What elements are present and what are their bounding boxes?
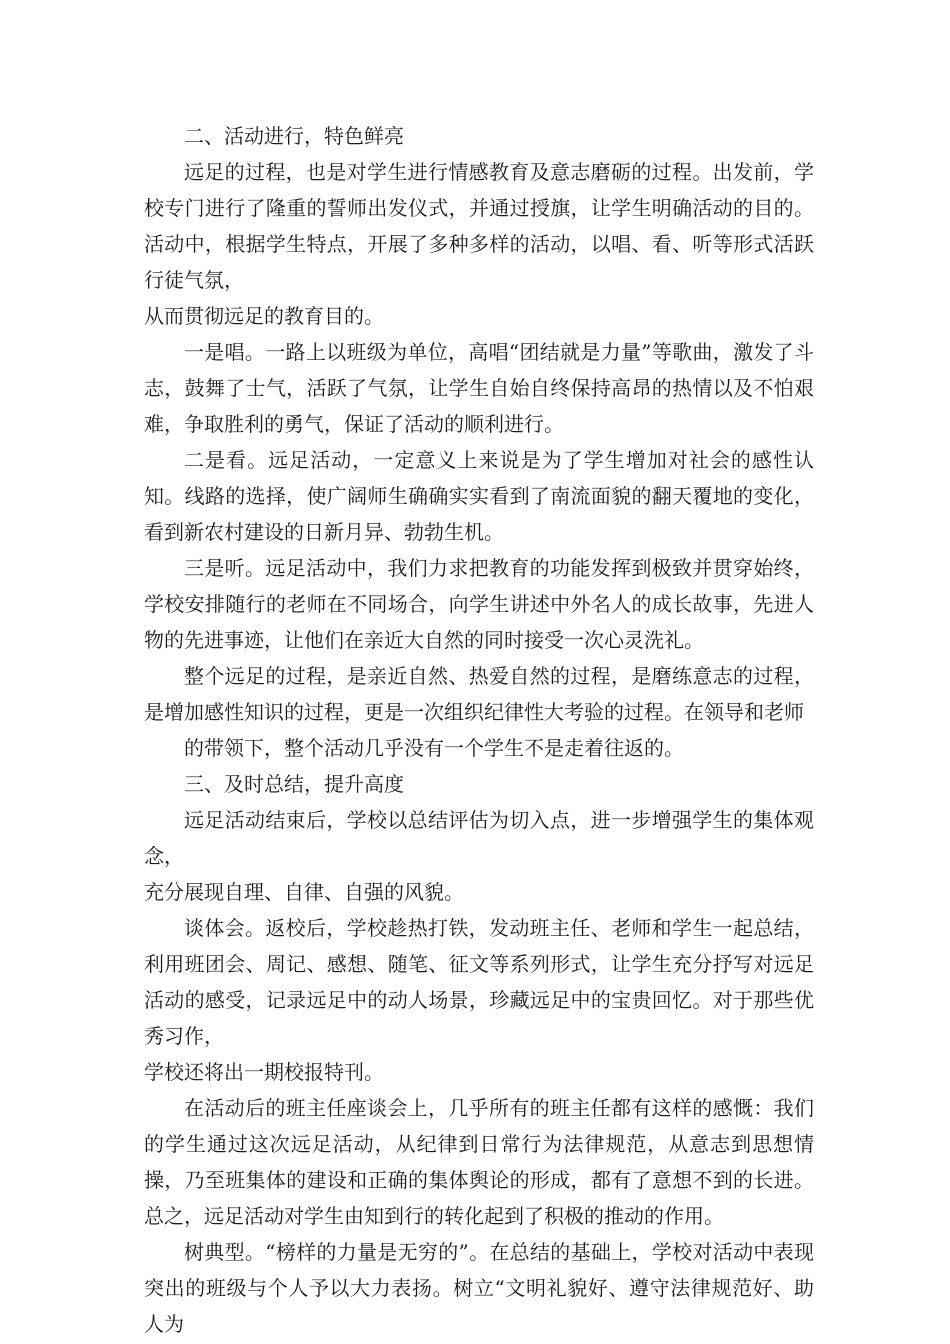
section-heading-2: 二、活动进行，特色鲜亮 (184, 124, 404, 148)
paragraph-intro: 远足的过程，也是对学生进行情感教育及意志磨砺的过程。出发前，学校专门进行了隆重的誓师出发仪式，并通过授旗，让学生明确活动的目的。活动中，根据学生特点，开展了多种多样的活动，以唱、看、听等形式活跃行徒气氛， (144, 160, 814, 292)
paragraph-summary: 远足活动结束后，学校以总结评估为切入点，进一步增强学生的集体观念， (144, 808, 814, 868)
paragraph-listen: 三是听。远足活动中，我们力求把教育的功能发挥到极致并贯穿始终，学校安排随行的老师在不同场合，向学生讲述中外名人的成长故事，先进人物的先进事迹，让他们在亲近大自然的同时接受一次心灵洗礼。 (144, 556, 814, 652)
section-heading-3: 三、及时总结，提升高度 (184, 772, 404, 796)
paragraph-reflection-tail: 学校还将出一期校报特刊。 (144, 1060, 384, 1084)
paragraph-whole-process: 整个远足的过程，是亲近自然、热爱自然的过程，是磨练意志的过程，是增加感性知识的过程，更是一次组织纪律性大考验的过程。在领导和老师 (144, 664, 814, 724)
paragraph-teacher-meeting: 在活动后的班主任座谈会上，几乎所有的班主任都有这样的感慨：我们的学生通过这次远足活动，从纪律到日常行为法律规范，从意志到思想情操，乃至班集体的建设和正确的集体舆论的形成，都有了意想不到的长进。总之，远足活动对学生由知到行的转化起到了积极的推动的作用。 (144, 1096, 814, 1228)
document-body (144, 118, 814, 1342)
paragraph-reflection: 谈体会。返校后，学校趁热打铁，发动班主任、老师和学生一起总结，利用班团会、周记、感想、随笔、征文等系列形式，让学生充分抒写对远足活动的感受，记录远足中的动人场景，珍藏远足中的宝贵回忆。对于那些优秀习作， (144, 916, 814, 1048)
paragraph-sing: 一是唱。一路上以班级为单位，高唱“团结就是力量”等歌曲，激发了斗志，鼓舞了士气，活跃了气氛，让学生自始自终保持高昂的热情以及不怕艰难，争取胜利的勇气，保证了活动的顺利进行。 (144, 340, 814, 436)
paragraph-summary-tail: 充分展现自理、自律、自强的风貌。 (144, 880, 464, 904)
paragraph-role-model: 树典型。“榜样的力量是无穷的”。在总结的基础上，学校对活动中表现突出的班级与个人予以大力表扬。树立“文明礼貌好、遵守法律规范好、助人为 (144, 1240, 814, 1336)
paragraph-look: 二是看。远足活动，一定意义上来说是为了学生增加对社会的感性认知。线路的选择，使广阔师生确确实实看到了南流面貌的翻天覆地的变化，看到新农村建设的日新月异、勃勃生机。 (144, 448, 814, 544)
paragraph-intro-tail: 从而贯彻远足的教育目的。 (144, 304, 384, 328)
paragraph-whole-process-tail: 的带领下，整个活动几乎没有一个学生不是走着往返的。 (184, 736, 684, 760)
